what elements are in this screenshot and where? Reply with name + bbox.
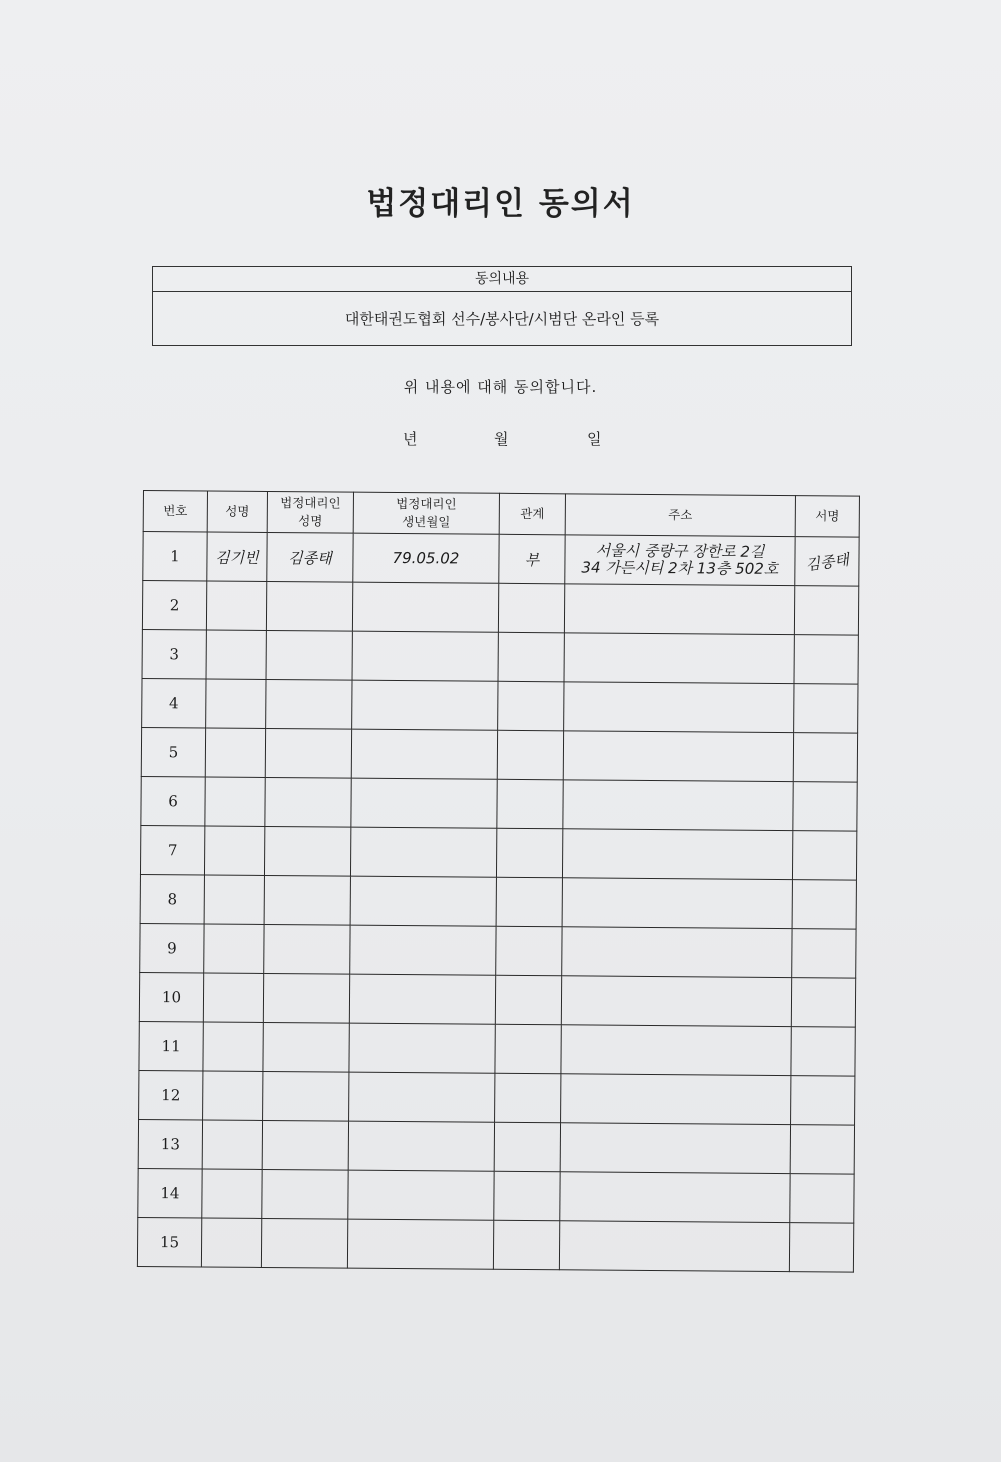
row-number: 9 [140, 923, 204, 973]
signature-cell [793, 733, 857, 783]
header-guardian-name-line2: 성명 [298, 513, 323, 529]
signature-cell [791, 1027, 855, 1077]
guardian-name-cell [262, 1169, 348, 1219]
name-cell [202, 1120, 262, 1169]
relation-cell [496, 828, 562, 878]
guardian-birth-cell [348, 1121, 494, 1171]
relation-cell [494, 1122, 560, 1172]
row-number: 6 [141, 776, 205, 826]
handwritten-name: 김기빈 [207, 532, 267, 581]
guardian-birth-cell [350, 827, 496, 877]
guardian-name-cell [264, 924, 350, 974]
signature-cell [790, 1125, 854, 1175]
relation-cell [495, 975, 561, 1025]
header-guardian-name [267, 491, 353, 533]
table-row [140, 825, 856, 880]
guardian-birth-cell [351, 729, 497, 779]
relation-cell [495, 1073, 561, 1123]
name-cell [201, 1218, 261, 1267]
guardian-name-cell [265, 777, 351, 827]
relation-cell [496, 926, 562, 976]
relation-cell [498, 681, 564, 731]
handwritten-signature [795, 537, 859, 587]
row-number: 5 [141, 727, 205, 777]
relation-cell [497, 730, 563, 780]
relation-cell [496, 877, 562, 927]
table-row [143, 532, 859, 587]
signature-cell [791, 978, 855, 1028]
address-cell [564, 633, 794, 684]
signature-cell [794, 635, 858, 685]
date-year-label: 년 [403, 430, 418, 448]
name-cell [204, 875, 264, 924]
row-number: 4 [142, 678, 206, 728]
guardian-name-cell [266, 679, 352, 729]
row-number: 1 [143, 532, 207, 582]
registration-table [137, 490, 860, 1273]
guardian-name-cell [263, 973, 349, 1023]
table-row [142, 678, 858, 733]
table-row [139, 1070, 855, 1125]
handwritten-address [565, 535, 795, 586]
header-guardian-birth-line2: 생년월일 [402, 514, 451, 530]
guardian-name-cell [261, 1218, 347, 1268]
table-row [139, 1021, 855, 1076]
handwritten-guardian-name: 김종태 [267, 532, 353, 582]
address-line-1: 서울시 중랑구 장한로 2길 [595, 541, 765, 561]
guardian-name-cell [266, 630, 352, 680]
row-number: 15 [137, 1217, 201, 1267]
consent-body: 대한태권도협회 선수/봉사단/시범단 온라인 등록 [344, 310, 660, 328]
name-cell [205, 777, 265, 826]
handwritten-relation: 부 [499, 534, 565, 584]
table-row [139, 972, 855, 1027]
date-day-label: 일 [587, 430, 602, 448]
address-cell [561, 1025, 791, 1076]
name-cell [206, 630, 266, 679]
guardian-birth-cell [352, 680, 498, 730]
guardian-name-cell [262, 1120, 348, 1170]
name-cell [204, 924, 264, 973]
row-number: 14 [138, 1168, 202, 1218]
row-number: 2 [142, 581, 206, 631]
signature-cell [789, 1223, 853, 1273]
address-cell [564, 584, 794, 635]
guardian-name-cell [264, 875, 350, 925]
name-cell [204, 826, 264, 875]
header-no: 번호 [143, 491, 207, 533]
row-number: 3 [142, 629, 206, 679]
guardian-name-cell [265, 728, 351, 778]
guardian-birth-cell [351, 778, 497, 828]
header-relation: 관계 [499, 493, 565, 535]
consent-header: 동의내용 [153, 267, 851, 292]
address-cell [559, 1221, 789, 1272]
date-month-label: 월 [494, 430, 509, 448]
row-number: 11 [139, 1021, 203, 1071]
relation-cell [495, 1024, 561, 1074]
table-row [138, 1168, 854, 1223]
name-cell [203, 1071, 263, 1120]
table-row [138, 1119, 854, 1174]
guardian-birth-cell [350, 925, 496, 975]
guardian-birth-cell [350, 876, 496, 926]
name-cell [206, 581, 266, 630]
table-row [142, 581, 858, 636]
relation-cell [493, 1220, 559, 1270]
relation-cell [498, 583, 564, 633]
address-cell [562, 829, 792, 880]
row-number: 13 [138, 1119, 202, 1169]
address-cell [560, 1123, 790, 1174]
guardian-name-cell [264, 826, 350, 876]
row-number: 10 [139, 972, 203, 1022]
guardian-birth-cell [349, 1072, 495, 1122]
guardian-name-cell [266, 581, 352, 631]
header-guardian-birth-line1: 법정대리인 [396, 495, 457, 512]
address-cell [561, 976, 791, 1027]
guardian-birth-cell [347, 1219, 493, 1269]
table-body [137, 532, 859, 1273]
signature-cell [792, 880, 856, 930]
relation-cell [498, 632, 564, 682]
document-title: 법정대리인 동의서 [366, 186, 635, 222]
header-name: 성명 [207, 491, 267, 532]
relation-cell [497, 779, 563, 829]
table-header-row [143, 491, 859, 538]
header-address: 주소 [565, 494, 795, 537]
signature-cell [790, 1174, 854, 1224]
row-number: 7 [140, 825, 204, 875]
table-row [140, 874, 856, 929]
table-row [140, 923, 856, 978]
row-number: 8 [140, 874, 204, 924]
signature-cell [794, 586, 858, 636]
handwritten-guardian-birth: 79.05.02 [353, 533, 499, 583]
guardian-name-cell [263, 1022, 349, 1072]
name-cell [205, 728, 265, 777]
row-number: 12 [139, 1070, 203, 1120]
signature-cell [793, 782, 857, 832]
guardian-birth-cell [352, 631, 498, 681]
name-cell [206, 679, 266, 728]
name-cell [203, 973, 263, 1022]
signature-mark: 김종태 [804, 550, 850, 574]
agree-statement: 위 내용에 대해 동의합니다. [403, 378, 598, 396]
address-line-2: 34 가든시티 2차 13층 502호 [581, 558, 779, 578]
table-row [142, 629, 858, 684]
table-row [141, 776, 857, 831]
guardian-birth-cell [349, 1023, 495, 1073]
header-guardian-birth [353, 492, 499, 534]
address-cell [563, 731, 793, 782]
guardian-birth-cell [348, 1170, 494, 1220]
header-signature: 서명 [795, 496, 859, 538]
signature-cell [794, 684, 858, 734]
guardian-name-cell [263, 1071, 349, 1121]
guardian-birth-cell [352, 582, 498, 632]
name-cell [203, 1022, 263, 1071]
address-cell [564, 682, 794, 733]
signature-cell [792, 929, 856, 979]
address-cell [563, 780, 793, 831]
address-cell [560, 1172, 790, 1223]
signature-cell [791, 1076, 855, 1126]
table-row [141, 727, 857, 782]
name-cell [202, 1169, 262, 1218]
guardian-birth-cell [349, 974, 495, 1024]
address-cell [562, 878, 792, 929]
address-cell [561, 1074, 791, 1125]
header-guardian-name-line1: 법정대리인 [280, 495, 341, 511]
relation-cell [494, 1171, 560, 1221]
address-cell [562, 927, 792, 978]
consent-box [152, 266, 852, 346]
table-row [137, 1217, 853, 1272]
signature-cell [792, 831, 856, 881]
